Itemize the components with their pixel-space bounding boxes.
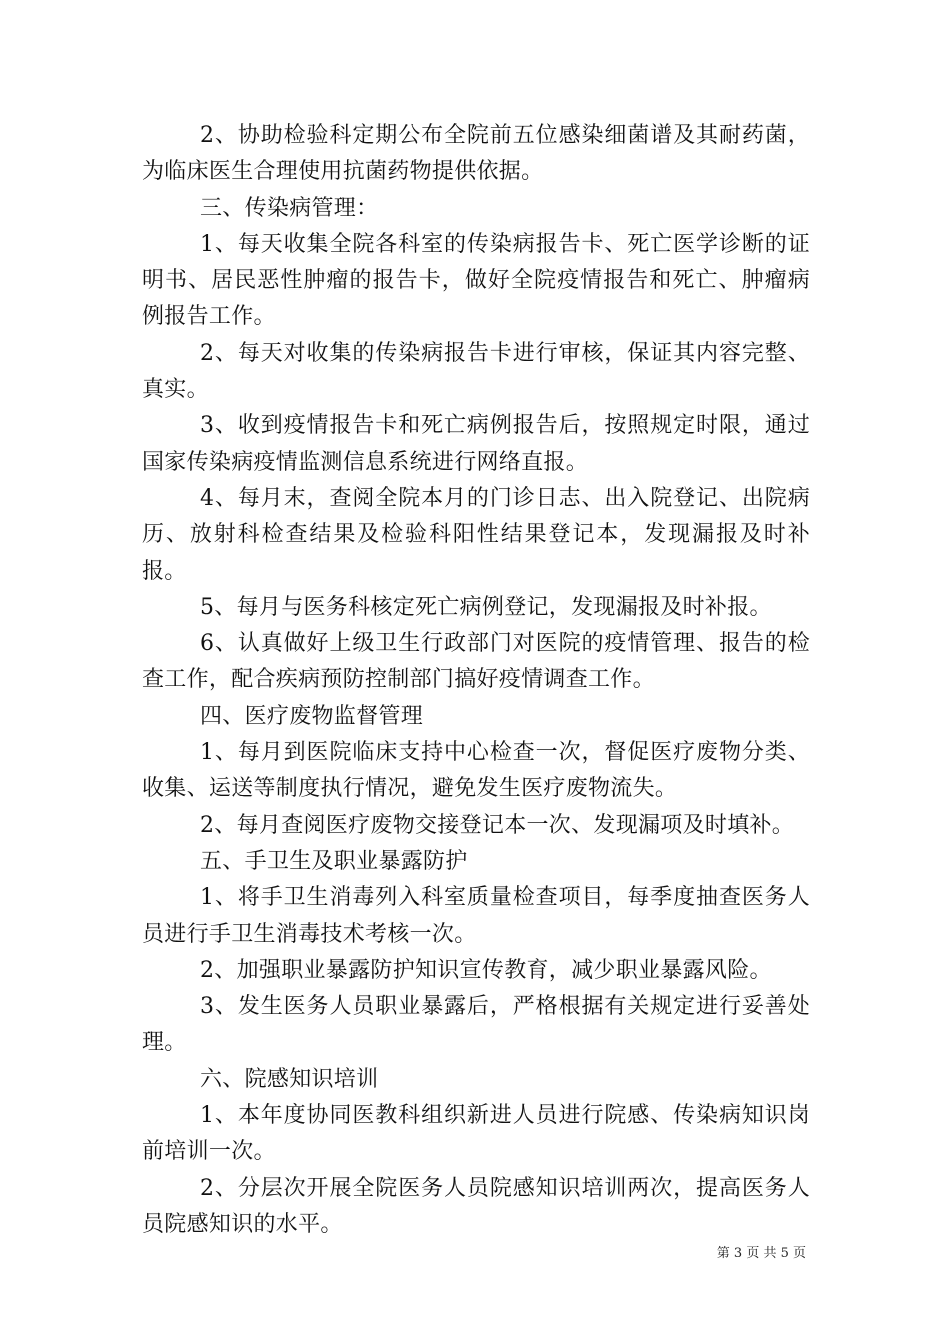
section-heading: 四、医疗废物监督管理 [200, 703, 424, 729]
document-body [142, 118, 810, 1243]
section-heading: 六、院感知识培训 [200, 1066, 379, 1092]
paragraph: 1、本年度协同医教科组织新进人员进行院感、传染病知识岗前培训一次。 [142, 1103, 810, 1165]
section-heading: 三、传染病管理： [200, 195, 379, 221]
paragraph: 3、收到疫情报告卡和死亡病例报告后，按照规定时限，通过国家传染病疫情监测信息系统进行网络直报。 [142, 413, 810, 475]
paragraph: 2、每月查阅医疗废物交接登记本一次、发现漏项及时填补。 [200, 812, 795, 838]
paragraph: 2、分层次开展全院医务人员院感知识培训两次，提高医务人员院感知识的水平。 [142, 1175, 810, 1237]
page-number-footer: 第 3 页 共 5 页 [716, 1246, 806, 1261]
paragraph: 6、认真做好上级卫生行政部门对医院的疫情管理、报告的检查工作，配合疾病预防控制部门搞好疫情调查工作。 [142, 631, 810, 693]
paragraph: 1、每天收集全院各科室的传染病报告卡、死亡医学诊断的证明书、居民恶性肿瘤的报告卡，做好全院疫情报告和死亡、肿瘤病例报告工作。 [142, 231, 810, 330]
paragraph: 5、每月与医务科核定死亡病例登记，发现漏报及时补报。 [200, 594, 772, 620]
paragraph: 2、每天对收集的传染病报告卡进行审核，保证其内容完整、真实。 [142, 340, 810, 403]
paragraph: 1、将手卫生消毒列入科室质量检查项目，每季度抽查医务人员进行手卫生消毒技术考核一次。 [142, 885, 810, 947]
paragraph: 4、每月末，查阅全院本月的门诊日志、出入院登记、出院病历、放射科检查结果及检验科阳性结果登记本，发现漏报及时补报。 [142, 485, 810, 584]
paragraph: 3、发生医务人员职业暴露后，严格根据有关规定进行妥善处理。 [142, 994, 810, 1056]
section-heading: 五、手卫生及职业暴露防护 [200, 848, 468, 874]
paragraph: 2、协助检验科定期公布全院前五位感染细菌谱及其耐药菌，为临床医生合理使用抗菌药物提供依据。 [142, 123, 810, 185]
paragraph: 2、加强职业暴露防护知识宣传教育，减少职业暴露风险。 [200, 957, 772, 983]
paragraph: 1、每月到医院临床支持中心检查一次，督促医疗废物分类、收集、运送等制度执行情况，避免发生医疗废物流失。 [142, 740, 810, 802]
